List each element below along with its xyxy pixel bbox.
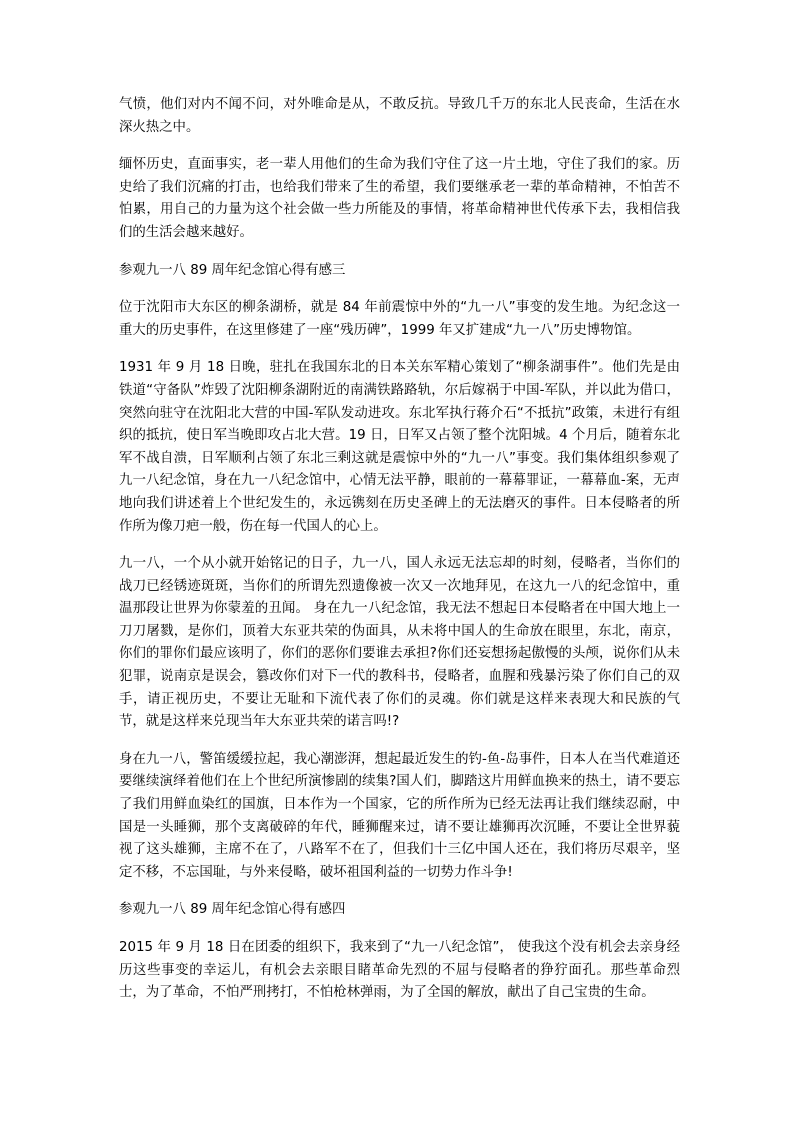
document-body: [119, 94, 680, 1020]
paragraph: 身在九一八，警笛缓缓拉起，我心潮澎湃，想起最近发生的钓-鱼-岛事件，日本人在当代难道还要继续演绎着他们在上个世纪所演惨剧的续集?国人们，脚踏这片用鲜血换来的热土，请不要忘了我们用鲜血染红的国旗，日本作为一个国家，它的所作所为已经无法再让我们继续忍耐，中国是一头睡狮，那个支离破碎的年代，睡狮醒来过，请不要让雄狮再次沉睡，不要让全世界藐视了这头雄狮，主席不在了，八路军不在了，但我们十三亿中国人还在，我们将历尽艰辛，坚定不移，不忘国耻，与外来侵略，破坏祖国利益的一切势力作斗争!: [119, 751, 680, 880]
section-heading: 参观九一八 89 周年纪念馆心得有感四: [119, 902, 346, 918]
paragraph: 九一八，一个从小就开始铭记的日子，九一八，国人永远无法忘却的时刻，侵略者，当你们的战刀已经锈迹斑斑，当你们的所谓先烈遗像被一次又一次地拜见，在这九一八的纪念馆中，重温那段让世界为你蒙羞的丑闻。 身在九一八纪念馆，我无法不想起日本侵略者在中国大地上一刀刀屠戮，是你们，顶着大东亚共荣的伪面具，从未将中国人的生命放在眼里，东北，南京，你们的罪你们最应该明了，你们的恶你们要谁去承担?你们还妄想扬起傲慢的头颅，说你们从未犯罪，说南京是误会，篡改你们对下一代的教科书，侵略者，血腥和残暴污染了你们自己的双手，请正视历史，不要让无耻和下流代表了你们的灵魂。你们就是这样来表现大和民族的气节，就是这样来兑现当年大东亚共荣的诺言吗!?: [119, 556, 680, 730]
paragraph: 1931 年 9 月 18 日晚，驻扎在我国东北的日本关东军精心策划了“柳条湖事件”。他们先是由铁道“守备队”炸毁了沈阳柳条湖附近的南满铁路路轨，尔后嫁祸于中国-军队，并以此为借口，突然向驻守在沈阳北大营的中国-军队发动进攻。东北军执行蒋介石“不抵抗”政策，未进行有组织的抵抗，使日军当晚即攻占北大营。19 日，日军又占领了整个沈阳城。4 个月后，随着东北军不战自溃，日军顺利占领了东北三剩这就是震惊中外的“九一八”事变。我们集体组织参观了九一八纪念馆，身在九一八纪念馆中，心情无法平静，眼前的一幕幕罪证，一幕幕血-案，无声地向我们讲述着上个世纪发生的，永远镌刻在历史圣碑上的无法磨灭的事件。日本侵略者的所作所为像刀疤一般，伤在每一代国人的心上。: [119, 360, 680, 534]
paragraph: 气愤，他们对内不闻不问，对外唯命是从，不敢反抗。导致几千万的东北人民丧命，生活在水深火热之中。: [119, 97, 680, 135]
paragraph: 2015 年 9 月 18 日在团委的组织下，我来到了“九一八纪念馆”， 使我这个没有机会去亲身经历这些事变的幸运儿，有机会去亲眼目睹革命先烈的不屈与侵略者的狰狞面孔。那些革命烈士，为了革命，不怕严刑拷打，不怕枪林弹雨，为了全国的解放，献出了自己宝贵的生命。: [119, 940, 680, 1001]
paragraph: 缅怀历史，直面事实，老一辈人用他们的生命为我们守住了这一片土地，守住了我们的家。历史给了我们沉痛的打击，也给我们带来了生的希望，我们要继承老一辈的革命精神，不怕苦不怕累，用自己的力量为这个社会做一些力所能及的事情，将革命精神世代传承下去，我相信我们的生活会越来越好。: [119, 157, 680, 240]
section-heading: 参观九一八 89 周年纪念馆心得有感三: [119, 262, 346, 278]
paragraph: 位于沈阳市大东区的柳条湖桥，就是 84 年前震惊中外的“九一八”事变的发生地。为纪念这一重大的历史事件，在这里修建了一座“残历碑”，1999 年又扩建成“九一八”历史博物馆。: [119, 300, 680, 338]
